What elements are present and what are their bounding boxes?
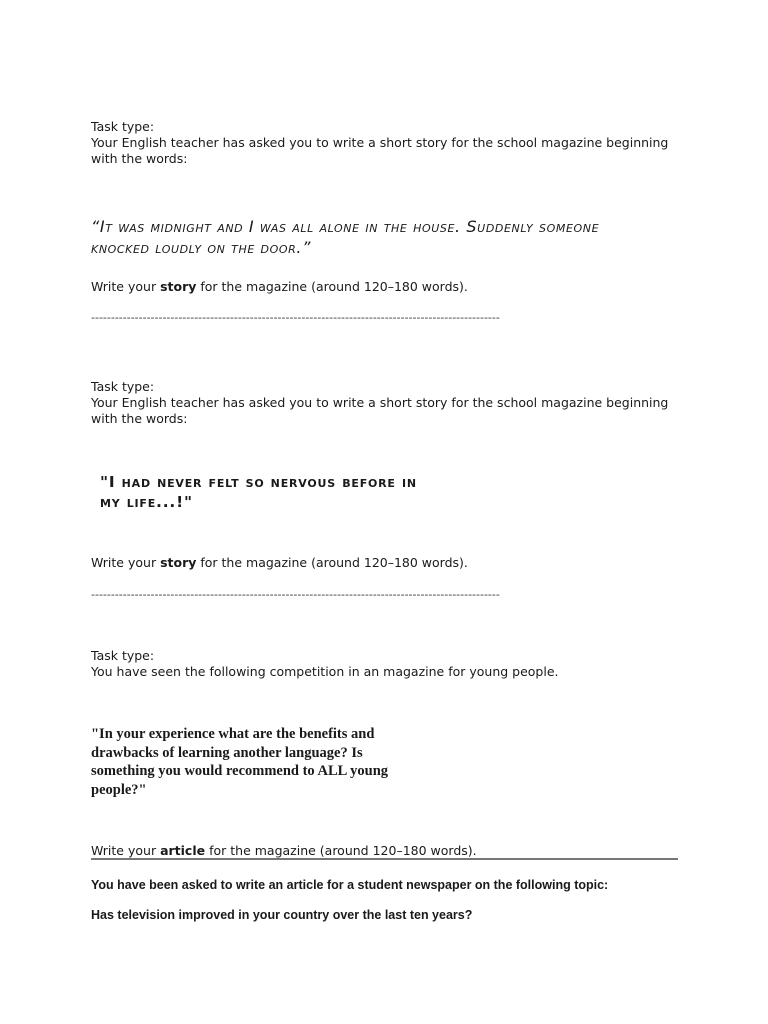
dashed-divider: -------------------------------------------------------------------------------------------------------: [91, 312, 500, 324]
instruction-suffix: for the magazine (around 120–180 words).: [205, 843, 477, 858]
instruction-prefix: Write your: [91, 555, 161, 570]
writing-instruction: [91, 843, 691, 859]
quote-line: "In your experience what are the benefits and: [91, 726, 375, 742]
section2-intro: [91, 379, 691, 427]
task-type-label: Task type:: [91, 379, 155, 394]
quote-line: “It was midnight and I was all alone in the house. Suddenly someone: [91, 217, 600, 236]
section3-intro: [91, 648, 691, 680]
task-type-label: Task type:: [91, 648, 155, 663]
instruction-keyword: article: [160, 843, 206, 858]
writing-instruction: [91, 279, 691, 295]
quote-line: "I had never felt so nervous before in: [100, 473, 417, 491]
dashed-divider: -------------------------------------------------------------------------------------------------------: [91, 589, 500, 601]
intro-text-line: Your English teacher has asked you to write a short story for the school magazine beginning: [91, 135, 669, 150]
newspaper-question: Has television improved in your country over the last ten years?: [91, 908, 473, 922]
story-opening-quote: [91, 216, 691, 258]
intro-text-line: with the words:: [91, 151, 188, 166]
intro-text-line: Your English teacher has asked you to write a short story for the school magazine beginning: [91, 395, 669, 410]
quote-line: people?": [91, 781, 147, 798]
instruction-keyword: story: [160, 279, 197, 294]
instruction-keyword: story: [160, 555, 197, 570]
quote-line: drawbacks of learning another language? Is: [91, 744, 363, 761]
newspaper-prompt: You have been asked to write an article for a student newspaper on the following topic:: [91, 878, 609, 892]
section1-intro: [91, 119, 691, 167]
instruction-suffix: for the magazine (around 120–180 words).: [196, 555, 468, 570]
instruction-prefix: Write your: [91, 843, 161, 858]
story-opening-quote: [100, 472, 440, 512]
instruction-prefix: Write your: [91, 279, 161, 294]
horizontal-rule: [91, 858, 678, 860]
task-type-label: Task type:: [91, 119, 155, 134]
instruction-suffix: for the magazine (around 120–180 words).: [196, 279, 468, 294]
competition-question: [91, 725, 421, 799]
quote-line: knocked loudly on the door.”: [91, 238, 311, 257]
intro-text-line: with the words:: [91, 411, 188, 426]
quote-line: my life...!": [100, 493, 193, 511]
quote-line: something you would recommend to ALL young: [91, 763, 389, 779]
writing-instruction: [91, 555, 691, 571]
intro-text-line: You have seen the following competition in an magazine for young people.: [91, 664, 559, 679]
